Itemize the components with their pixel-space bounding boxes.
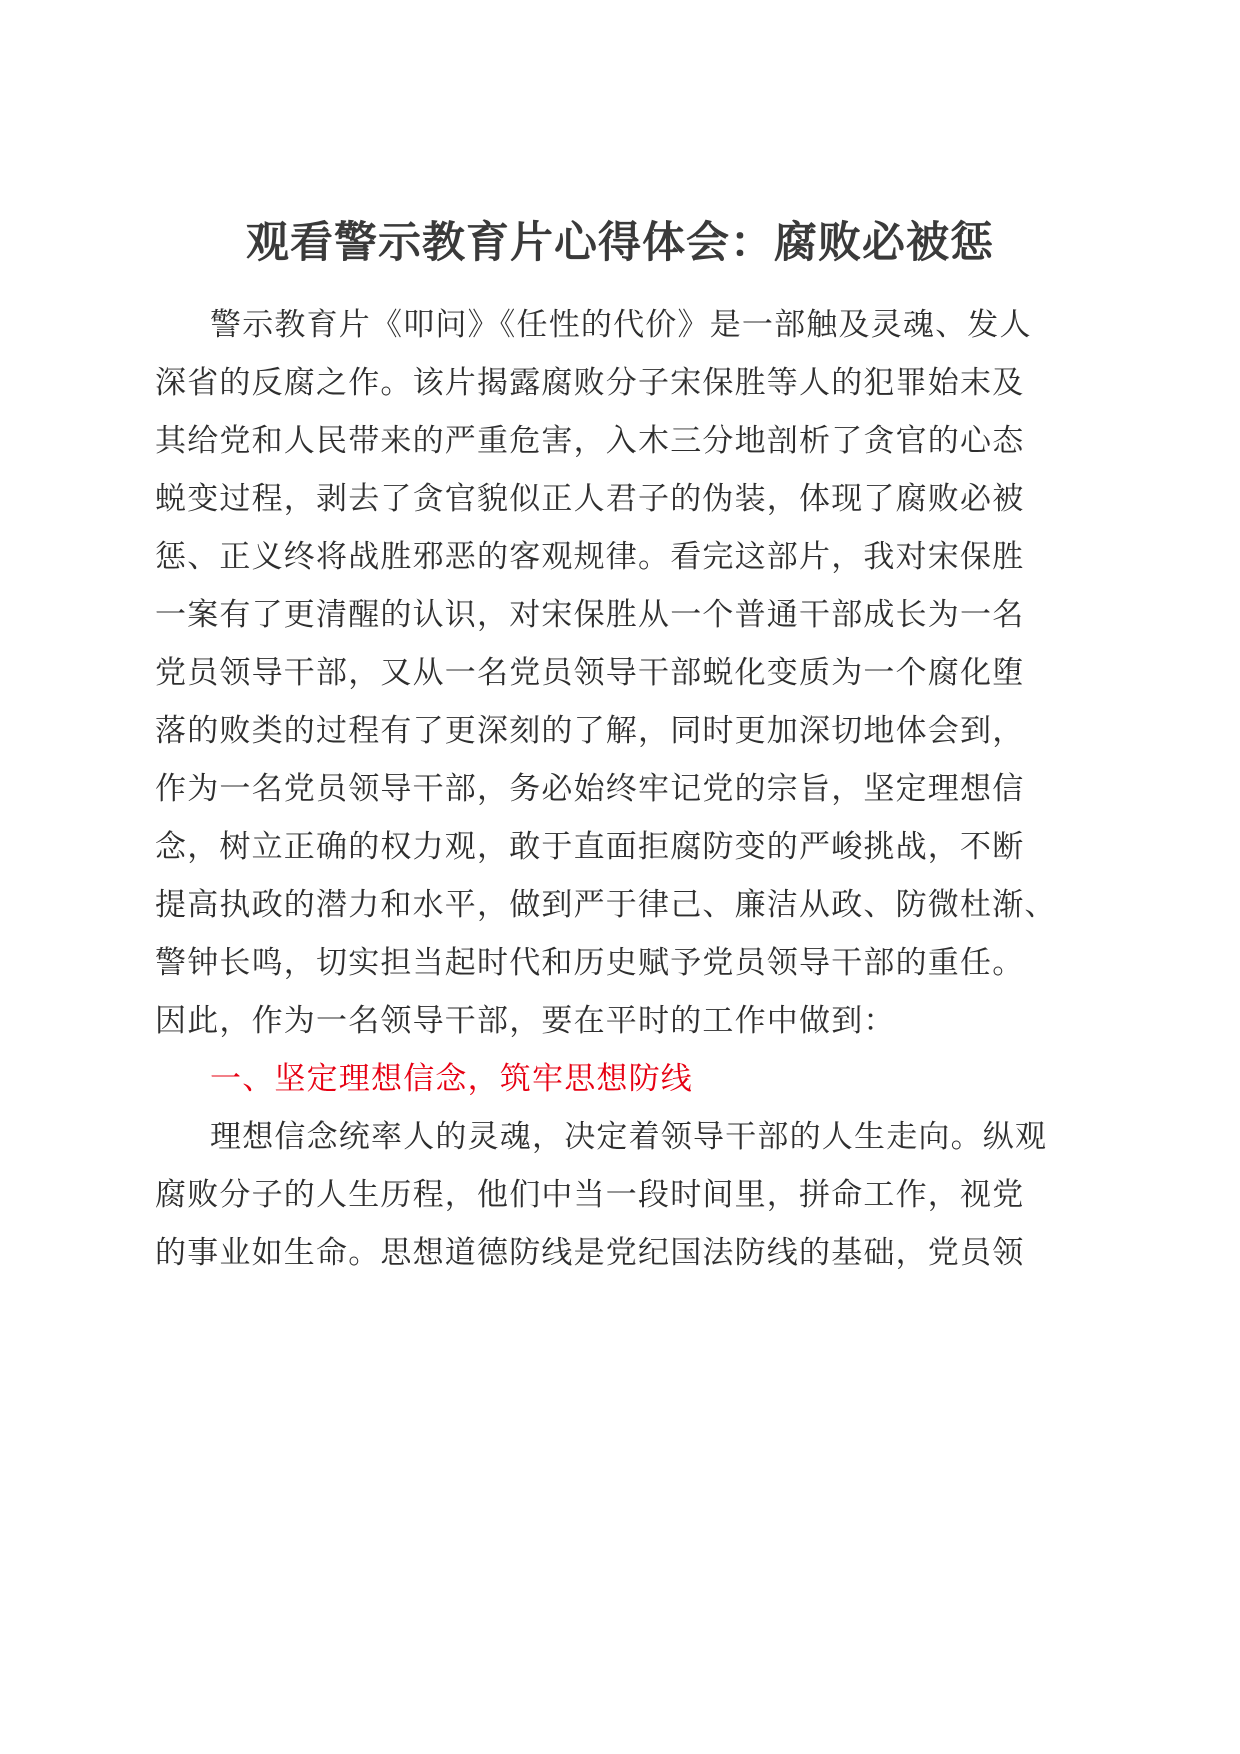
paragraph-line: 落的败类的过程有了更深刻的了解，同时更加深切地体会到，: [155, 713, 1025, 749]
paragraph-line: 党员领导干部，又从一名党员领导干部蜕化变质为一个腐化堕: [155, 655, 1025, 691]
paragraph-line: 一案有了更清醒的认识，对宋保胜从一个普通干部成长为一名: [155, 597, 1025, 633]
paragraph-1: [155, 296, 1115, 1050]
paragraph-line: 因此，作为一名领导干部，要在平时的工作中做到：: [155, 1003, 896, 1039]
document-title: 观看警示教育片心得体会：腐败必被惩: [246, 218, 994, 268]
paragraph-line: 念，树立正确的权力观，敢于直面拒腐防变的严峻挑战，不断: [155, 829, 1025, 865]
paragraph-line: 腐败分子的人生历程，他们中当一段时间里，拼命工作，视党: [155, 1177, 1025, 1213]
paragraph-line: 惩、正义终将战胜邪恶的客观规律。看完这部片，我对宋保胜: [155, 539, 1025, 575]
paragraph-line: 警钟长鸣，切实担当起时代和历史赋予党员领导干部的重任。: [155, 945, 1025, 981]
paragraph-line: 提高执政的潜力和水平，做到严于律己、廉洁从政、防微杜渐、: [155, 887, 1057, 923]
section-heading: 一、坚定理想信念，筑牢思想防线: [210, 1061, 693, 1097]
paragraph-line: 作为一名党员领导干部，务必始终牢记党的宗旨，坚定理想信: [155, 771, 1025, 807]
paragraph-line: 其给党和人民带来的严重危害，入木三分地剖析了贪官的心态: [155, 423, 1025, 459]
document-body: [155, 296, 1115, 1282]
paragraph-line: 的事业如生命。思想道德防线是党纪国法防线的基础，党员领: [155, 1235, 1025, 1271]
paragraph-2: [155, 1108, 1115, 1282]
paragraph-line: 深省的反腐之作。该片揭露腐败分子宋保胜等人的犯罪始末及: [155, 365, 1025, 401]
paragraph-line: 理想信念统率人的灵魂，决定着领导干部的人生走向。纵观: [210, 1119, 1048, 1155]
paragraph-line: 蜕变过程，剥去了贪官貌似正人君子的伪装，体现了腐败必被: [155, 481, 1025, 517]
paragraph-line: 警示教育片《叩问》《任性的代价》是一部触及灵魂、发人: [210, 307, 1032, 343]
